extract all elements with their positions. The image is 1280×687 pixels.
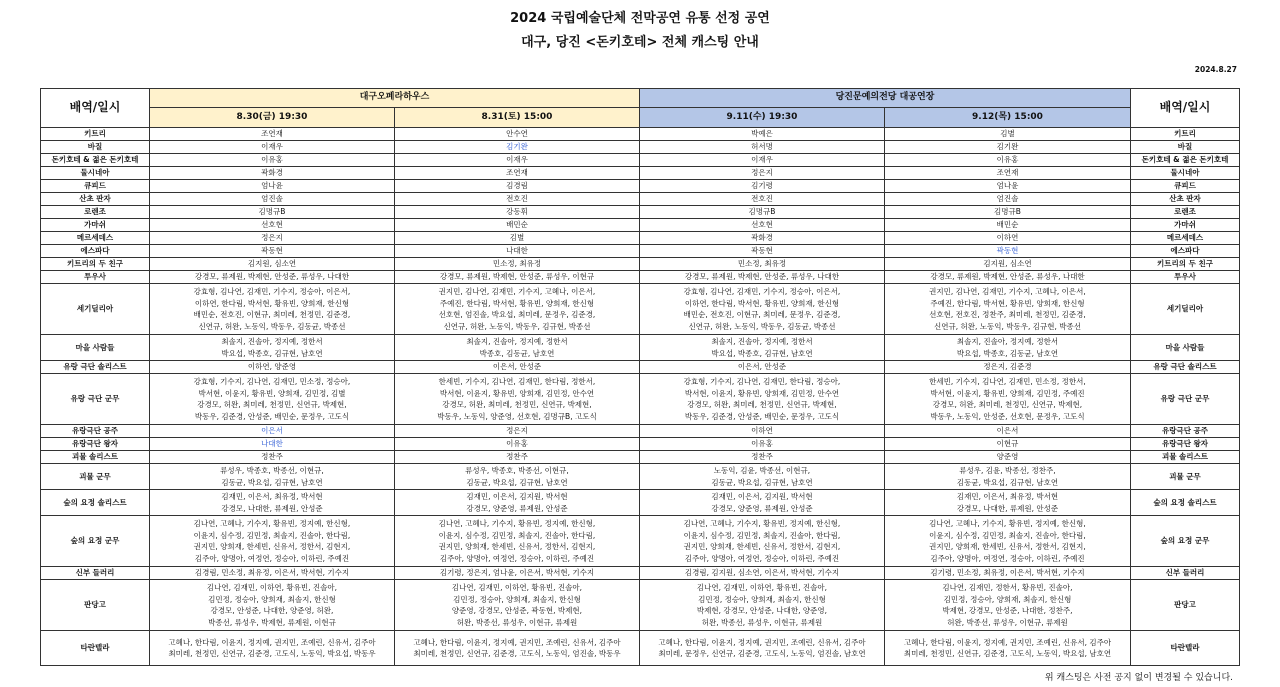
cast-cell: 강효형, 김나연, 김재민, 기수지, 정승아, 이은서, 이하연, 한다림, 박서현, 황유빈, 양희재, 한신형 배민순, 전호진, 이현규, 최미레, 천정민, 김준경, 신연규, 허완, 노동익, 박동우, 김동균, 박종선 [150,284,395,335]
cast-cell: 김나연, 고혜나, 기수지, 황유빈, 정지예, 한신형, 이윤지, 심수정, 김민정, 최솔지, 진솔아, 한다림, 권지민, 양희재, 한세빈, 신유서, 정한서, 김현지, 김주아, 양명아, 여정연, 정승아, 이하린, 주예진 [885,516,1131,567]
table-row [41,219,1240,232]
cast-cell: 김별 [885,128,1131,141]
role-label: 투우사 [41,271,150,284]
cast-cell: 엄진솔 [885,193,1131,206]
role-label-right: 큐피드 [1131,180,1240,193]
cast-cell: 권지민, 김나연, 김재민, 기수지, 고혜나, 이은서, 주예진, 한다림, 박서현, 황유빈, 양희재, 한신형 선호현, 엄진솔, 박요섭, 최미레, 문정우, 김준경, 신연규, 허완, 노동익, 박동우, 김규현, 박종선 [395,284,640,335]
role-label: 로렌조 [41,206,150,219]
role-label: 숲의 요정 솔리스트 [41,490,150,516]
role-label: 신부 들러리 [41,567,150,580]
cast-cell: 김별 [395,232,640,245]
cast-cell: 김기완 [885,141,1131,154]
date-0831: 8.31(토) 15:00 [395,108,640,128]
table-row [41,335,1240,361]
role-label-right: 돈키호테 & 젊은 돈키호테 [1131,154,1240,167]
table-row [41,631,1240,666]
venue-daegu: 대구오페라하우스 [150,89,640,108]
casting-rows [41,128,1240,666]
cast-cell: 김나연, 김재민, 정한서, 황유빈, 진솔아, 김민정, 정승아, 양희재, 최솔지, 한신형 박제현, 강경모, 안성준, 나대한, 정찬주, 허완, 박종선, 류성우, 이현규, 류제원 [885,580,1131,631]
cast-cell: 최솔지, 진솔아, 정지예, 정한서 박요섭, 박종호, 김규현, 남호연 [640,335,885,361]
cast-cell: 선호현 [150,219,395,232]
table-row [41,258,1240,271]
cast-cell: 류성우, 박종호, 박종선, 이현규, 김동균, 박요섭, 김규현, 남호연 [150,464,395,490]
role-label-right: 키트리의 두 친구 [1131,258,1240,271]
cast-cell: 이유홍 [150,154,395,167]
role-label: 산초 판자 [41,193,150,206]
cast-cell: 배민순 [395,219,640,232]
role-label-right: 마을 사람들 [1131,335,1240,361]
role-label-right: 유랑 극단 솔리스트 [1131,361,1240,374]
role-header-left: 배역/일시 [41,89,150,128]
cast-cell: 김경림, 민소정, 최유정, 이은서, 박서현, 기수지 [150,567,395,580]
cast-cell: 나대한 [150,438,395,451]
cast-cell: 김기령, 민소정, 최유정, 이은서, 박서현, 기수지 [885,567,1131,580]
cast-cell: 정은지, 김준경 [885,361,1131,374]
cast-cell: 김나연, 고혜나, 기수지, 황유빈, 정지예, 한신형, 이윤지, 심수정, 김민정, 최솔지, 진솔아, 한다림, 권지민, 양희재, 한세빈, 신유서, 정한서, 김현지, 김주아, 양명아, 여정연, 정승아, 이하린, 주예진 [640,516,885,567]
role-label-right: 유랑극단 왕자 [1131,438,1240,451]
cast-cell: 강경모, 류제원, 박제현, 안성준, 류성우, 나대한 [640,271,885,284]
role-label-right: 세기딜리아 [1131,284,1240,335]
cast-cell: 한세빈, 기수지, 김나연, 김재민, 민소정, 정한서, 박서현, 이윤지, 황유빈, 양희재, 김민정, 주예진 강경모, 허완, 최미레, 천정민, 신연규, 박제현, 박동우, 노동익, 안성준, 선호현, 문정우, 고도식 [885,374,1131,425]
date-0912: 9.12(목) 15:00 [885,108,1131,128]
role-label-right: 바질 [1131,141,1240,154]
cast-cell: 강동휘 [395,206,640,219]
table-row [41,451,1240,464]
cast-cell: 조연재 [150,128,395,141]
cast-cell: 고혜나, 한다림, 이윤지, 정지예, 권지민, 조예린, 신유서, 김주아 최미레, 천정민, 신연규, 김준경, 고도식, 노동익, 박요섭, 박동우 [150,631,395,666]
cast-cell: 김재민, 이은서, 최유정, 박서현 강경모, 나대한, 류제원, 안성준 [885,490,1131,516]
cast-cell: 최솔지, 진솔아, 정지예, 정한서 박요섭, 박종호, 김규현, 남호연 [150,335,395,361]
cast-cell: 권지민, 김나연, 김재민, 기수지, 고혜나, 이은서, 주예진, 한다림, 박서현, 황유빈, 양희재, 한신형 선호현, 전호진, 정찬주, 최미레, 천정민, 김준경, 신연규, 허완, 노동익, 박동우, 김규현, 박종선 [885,284,1131,335]
role-label-right: 유랑 극단 군무 [1131,374,1240,425]
role-label: 큐피드 [41,180,150,193]
role-label: 마을 사람들 [41,335,150,361]
cast-cell: 정찬주 [395,451,640,464]
notice-date: 2024.8.27 [1194,65,1237,74]
cast-cell: 노동익, 김윤, 박종선, 이현규, 김동균, 박요섭, 김규현, 남호연 [640,464,885,490]
cast-cell: 강효형, 김나연, 김재민, 기수지, 정승아, 이은서, 이하연, 한다림, 박서현, 황유빈, 양희재, 한신형 배민순, 전호진, 이현규, 최미레, 문정우, 김준경, 신연규, 허완, 노동익, 박동우, 김동균, 박종선 [640,284,885,335]
cast-cell: 고혜나, 한다림, 이윤지, 정지예, 권지민, 조예린, 신유서, 김주아 최미레, 천정민, 신연규, 김준경, 고도식, 노동익, 박요섭, 남호연 [885,631,1131,666]
table-row [41,284,1240,335]
page-title: 2024 국립예술단체 전막공연 유통 선정 공연 [510,11,770,26]
cast-cell: 강효형, 기수지, 김나연, 김재민, 한다림, 정승아, 박서현, 이윤지, 황유빈, 양희재, 김민정, 안수연 강경모, 허완, 최미레, 천정민, 신연규, 박제현, 박동우, 김준경, 안성준, 배민순, 문정우, 고도식 [640,374,885,425]
cast-cell: 정은지 [640,167,885,180]
table-row [41,167,1240,180]
cast-cell: 곽동현 [150,245,395,258]
cast-cell: 최솔지, 진솔아, 정지예, 정한서 박종호, 김동균, 남호연 [395,335,640,361]
role-label-right: 메르세데스 [1131,232,1240,245]
role-label-right: 신부 들러리 [1131,567,1240,580]
cast-cell: 조연재 [395,167,640,180]
cast-cell: 이은서, 안성준 [395,361,640,374]
role-label: 타란텔라 [41,631,150,666]
role-label: 둘시네아 [41,167,150,180]
cast-cell: 강경모, 류제원, 박제현, 안성준, 류성우, 나대한 [150,271,395,284]
role-header-right: 배역/일시 [1131,89,1240,128]
table-row [41,361,1240,374]
cast-cell: 이유홍 [395,438,640,451]
role-label-right: 산초 판자 [1131,193,1240,206]
role-label: 에스파다 [41,245,150,258]
cast-cell: 김지원, 심소연 [150,258,395,271]
role-label: 돈키호테 & 젊은 돈키호테 [41,154,150,167]
cast-cell: 김경림, 김지원, 심소연, 이은서, 박서현, 기수지 [640,567,885,580]
cast-cell: 전호진 [395,193,640,206]
cast-cell: 김재민, 이은서, 최유정, 박서현 강경모, 나대한, 류제원, 안성준 [150,490,395,516]
table-row [41,464,1240,490]
cast-cell: 조연재 [885,167,1131,180]
cast-cell: 배민순 [885,219,1131,232]
cast-cell: 이은서 [150,425,395,438]
cast-cell: 이재우 [150,141,395,154]
table-row [41,516,1240,567]
role-label-right: 둘시네아 [1131,167,1240,180]
footer-notice: 위 캐스팅은 사전 공지 없이 변경될 수 있습니다. [1044,673,1233,683]
role-label-right: 에스파다 [1131,245,1240,258]
cast-cell: 곽동현 [885,245,1131,258]
cast-cell: 이하연 [885,232,1131,245]
role-label: 유랑극단 공주 [41,425,150,438]
cast-cell: 곽화경 [640,232,885,245]
table-row [41,128,1240,141]
role-label-right: 괴물 군무 [1131,464,1240,490]
cast-cell: 이하연 [640,425,885,438]
cast-cell: 김나연, 김재민, 이하연, 황유빈, 진솔아, 김민정, 정승아, 양희재, 최솔지, 한신형 박제현, 강경모, 안성준, 나대한, 양준영, 허완, 박종선, 류성우, 이현규, 류제원 [640,580,885,631]
cast-cell: 강경모, 류제원, 박제현, 안성준, 류성우, 나대한 [885,271,1131,284]
role-label: 바질 [41,141,150,154]
cast-cell: 이은서, 안성준 [640,361,885,374]
table-row [41,245,1240,258]
cast-cell: 김나연, 고혜나, 기수지, 황유빈, 정지예, 한신형, 이윤지, 심수정, 김민정, 최솔지, 진솔아, 한다림, 권지민, 양희재, 한세빈, 신유서, 정한서, 김현지, 김주아, 양명아, 여정연, 정승아, 이하린, 주예진 [395,516,640,567]
table-row [41,438,1240,451]
table-row [41,141,1240,154]
cast-cell: 이유홍 [640,438,885,451]
role-label-right: 로렌조 [1131,206,1240,219]
role-label: 판당고 [41,580,150,631]
date-0830: 8.30(금) 19:30 [150,108,395,128]
table-row [41,374,1240,425]
cast-cell: 엄나윤 [885,180,1131,193]
page-subtitle: 대구, 당진 <돈키호테> 전체 캐스팅 안내 [521,35,759,50]
cast-cell: 이재우 [395,154,640,167]
cast-cell: 박예은 [640,128,885,141]
table-row [41,180,1240,193]
table-row [41,206,1240,219]
role-label: 유랑극단 왕자 [41,438,150,451]
role-label-right: 키트리 [1131,128,1240,141]
cast-cell: 엄나윤 [150,180,395,193]
cast-cell: 김나연, 김재민, 이하연, 황유빈, 진솔아, 김민정, 정승아, 양희재, 최솔지, 한신형 양준영, 강경모, 안성준, 곽동현, 박제현, 허완, 박종선, 류성우, 이현규, 류제원 [395,580,640,631]
cast-cell: 정찬주 [640,451,885,464]
table-row [41,193,1240,206]
date-0911: 9.11(수) 19:30 [640,108,885,128]
role-label-right: 투우사 [1131,271,1240,284]
table-row [41,154,1240,167]
role-label: 유랑 극단 군무 [41,374,150,425]
cast-cell: 한세빈, 기수지, 김나연, 김재민, 한다림, 정한서, 박서현, 이윤지, 황유빈, 양희재, 김민정, 안수연 강경모, 허완, 최미레, 천정민, 신연규, 박제현, 박동우, 노동익, 양준영, 선호현, 김명규B, 고도식 [395,374,640,425]
venue-dangjin: 당진문예의전당 대공연장 [640,89,1131,108]
role-label: 숲의 요정 군무 [41,516,150,567]
role-label: 괴물 솔리스트 [41,451,150,464]
cast-cell: 김명규B [150,206,395,219]
cast-cell: 민소정, 최유정 [640,258,885,271]
role-label-right: 판당고 [1131,580,1240,631]
cast-cell: 김재민, 이은서, 김지원, 박서현 강경모, 양준영, 류제원, 안성준 [640,490,885,516]
cast-cell: 선호현 [640,219,885,232]
role-label-right: 숲의 요정 솔리스트 [1131,490,1240,516]
role-label: 세기딜리아 [41,284,150,335]
cast-cell: 류성우, 김윤, 박종선, 정찬주, 김동균, 박요섭, 김규현, 남호연 [885,464,1131,490]
cast-cell: 김나연, 고혜나, 기수지, 황유빈, 정지예, 한신형, 이윤지, 심수정, 김민정, 최솔지, 진솔아, 한다림, 권지민, 양희재, 한세빈, 신유서, 정한서, 김현지, 김주아, 양명아, 여정연, 정승아, 이하린, 주예진 [150,516,395,567]
cast-cell: 고혜나, 한다림, 이윤지, 정지예, 권지민, 조예린, 신유서, 김주아 최미레, 천정민, 신연규, 김준경, 고도식, 노동익, 엄진솔, 박동우 [395,631,640,666]
cast-cell: 전호진 [640,193,885,206]
table-row [41,271,1240,284]
cast-cell: 이유홍 [885,154,1131,167]
cast-cell: 정은지 [395,425,640,438]
role-label: 키트리 [41,128,150,141]
table-row [41,580,1240,631]
role-label: 키트리의 두 친구 [41,258,150,271]
role-label-right: 가마쉬 [1131,219,1240,232]
cast-cell: 엄진솔 [150,193,395,206]
cast-cell: 김나연, 김재민, 이하연, 황유빈, 진솔아, 김민정, 정승아, 양희재, 최솔지, 한신형 강경모, 안성준, 나대한, 양준영, 허완, 박종선, 류성우, 박제현, 류제원, 이현규 [150,580,395,631]
cast-cell: 강경모, 류제원, 박제현, 안성준, 류성우, 이현규 [395,271,640,284]
cast-cell: 고혜나, 한다림, 이윤지, 정지예, 권지민, 조예린, 신유서, 김주아 최미레, 문정우, 신연규, 김준경, 고도식, 노동익, 엄진솔, 남호연 [640,631,885,666]
cast-cell: 정은지 [150,232,395,245]
casting-table [40,88,1240,666]
cast-cell: 김명규B [885,206,1131,219]
role-label-right: 타란텔라 [1131,631,1240,666]
role-label-right: 유랑극단 공주 [1131,425,1240,438]
role-label: 유랑 극단 솔리스트 [41,361,150,374]
cast-cell: 김기령 [640,180,885,193]
cast-cell: 곽화경 [150,167,395,180]
cast-cell: 최솔지, 진솔아, 정지예, 정한서 박요섭, 박종호, 김동균, 남호연 [885,335,1131,361]
role-label: 가마쉬 [41,219,150,232]
role-label-right: 숲의 요정 군무 [1131,516,1240,567]
table-row [41,567,1240,580]
cast-cell: 안수연 [395,128,640,141]
cast-cell: 나대한 [395,245,640,258]
role-label: 메르세데스 [41,232,150,245]
role-label: 괴물 군무 [41,464,150,490]
cast-cell: 이하연, 양준영 [150,361,395,374]
table-row [41,425,1240,438]
cast-cell: 이은서 [885,425,1131,438]
cast-cell: 이재우 [640,154,885,167]
cast-cell: 이현규 [885,438,1131,451]
cast-cell: 양준영 [885,451,1131,464]
cast-cell: 허서명 [640,141,885,154]
cast-cell: 김재민, 이은서, 김지원, 박서현 강경모, 양준영, 류제원, 안성준 [395,490,640,516]
cast-cell: 민소정, 최유정 [395,258,640,271]
cast-cell: 곽동현 [640,245,885,258]
cast-cell: 김경림 [395,180,640,193]
cast-cell: 김명규B [640,206,885,219]
cast-cell: 강효형, 기수지, 김나연, 김재민, 민소정, 정승아, 박서현, 이윤지, 황유빈, 양희재, 김민정, 김별 강경모, 허완, 최미레, 천정민, 신연규, 박제현, 박동우, 김준경, 안성준, 배민순, 문정우, 고도식 [150,374,395,425]
cast-cell: 정찬주 [150,451,395,464]
cast-cell: 김기령, 정은지, 엄나윤, 이은서, 박서현, 기수지 [395,567,640,580]
cast-cell: 류성우, 박종호, 박종선, 이현규, 김동균, 박요섭, 김규현, 남호연 [395,464,640,490]
role-label-right: 괴물 솔리스트 [1131,451,1240,464]
table-row [41,490,1240,516]
cast-cell: 김기완 [395,141,640,154]
table-row [41,232,1240,245]
cast-cell: 김지원, 심소연 [885,258,1131,271]
